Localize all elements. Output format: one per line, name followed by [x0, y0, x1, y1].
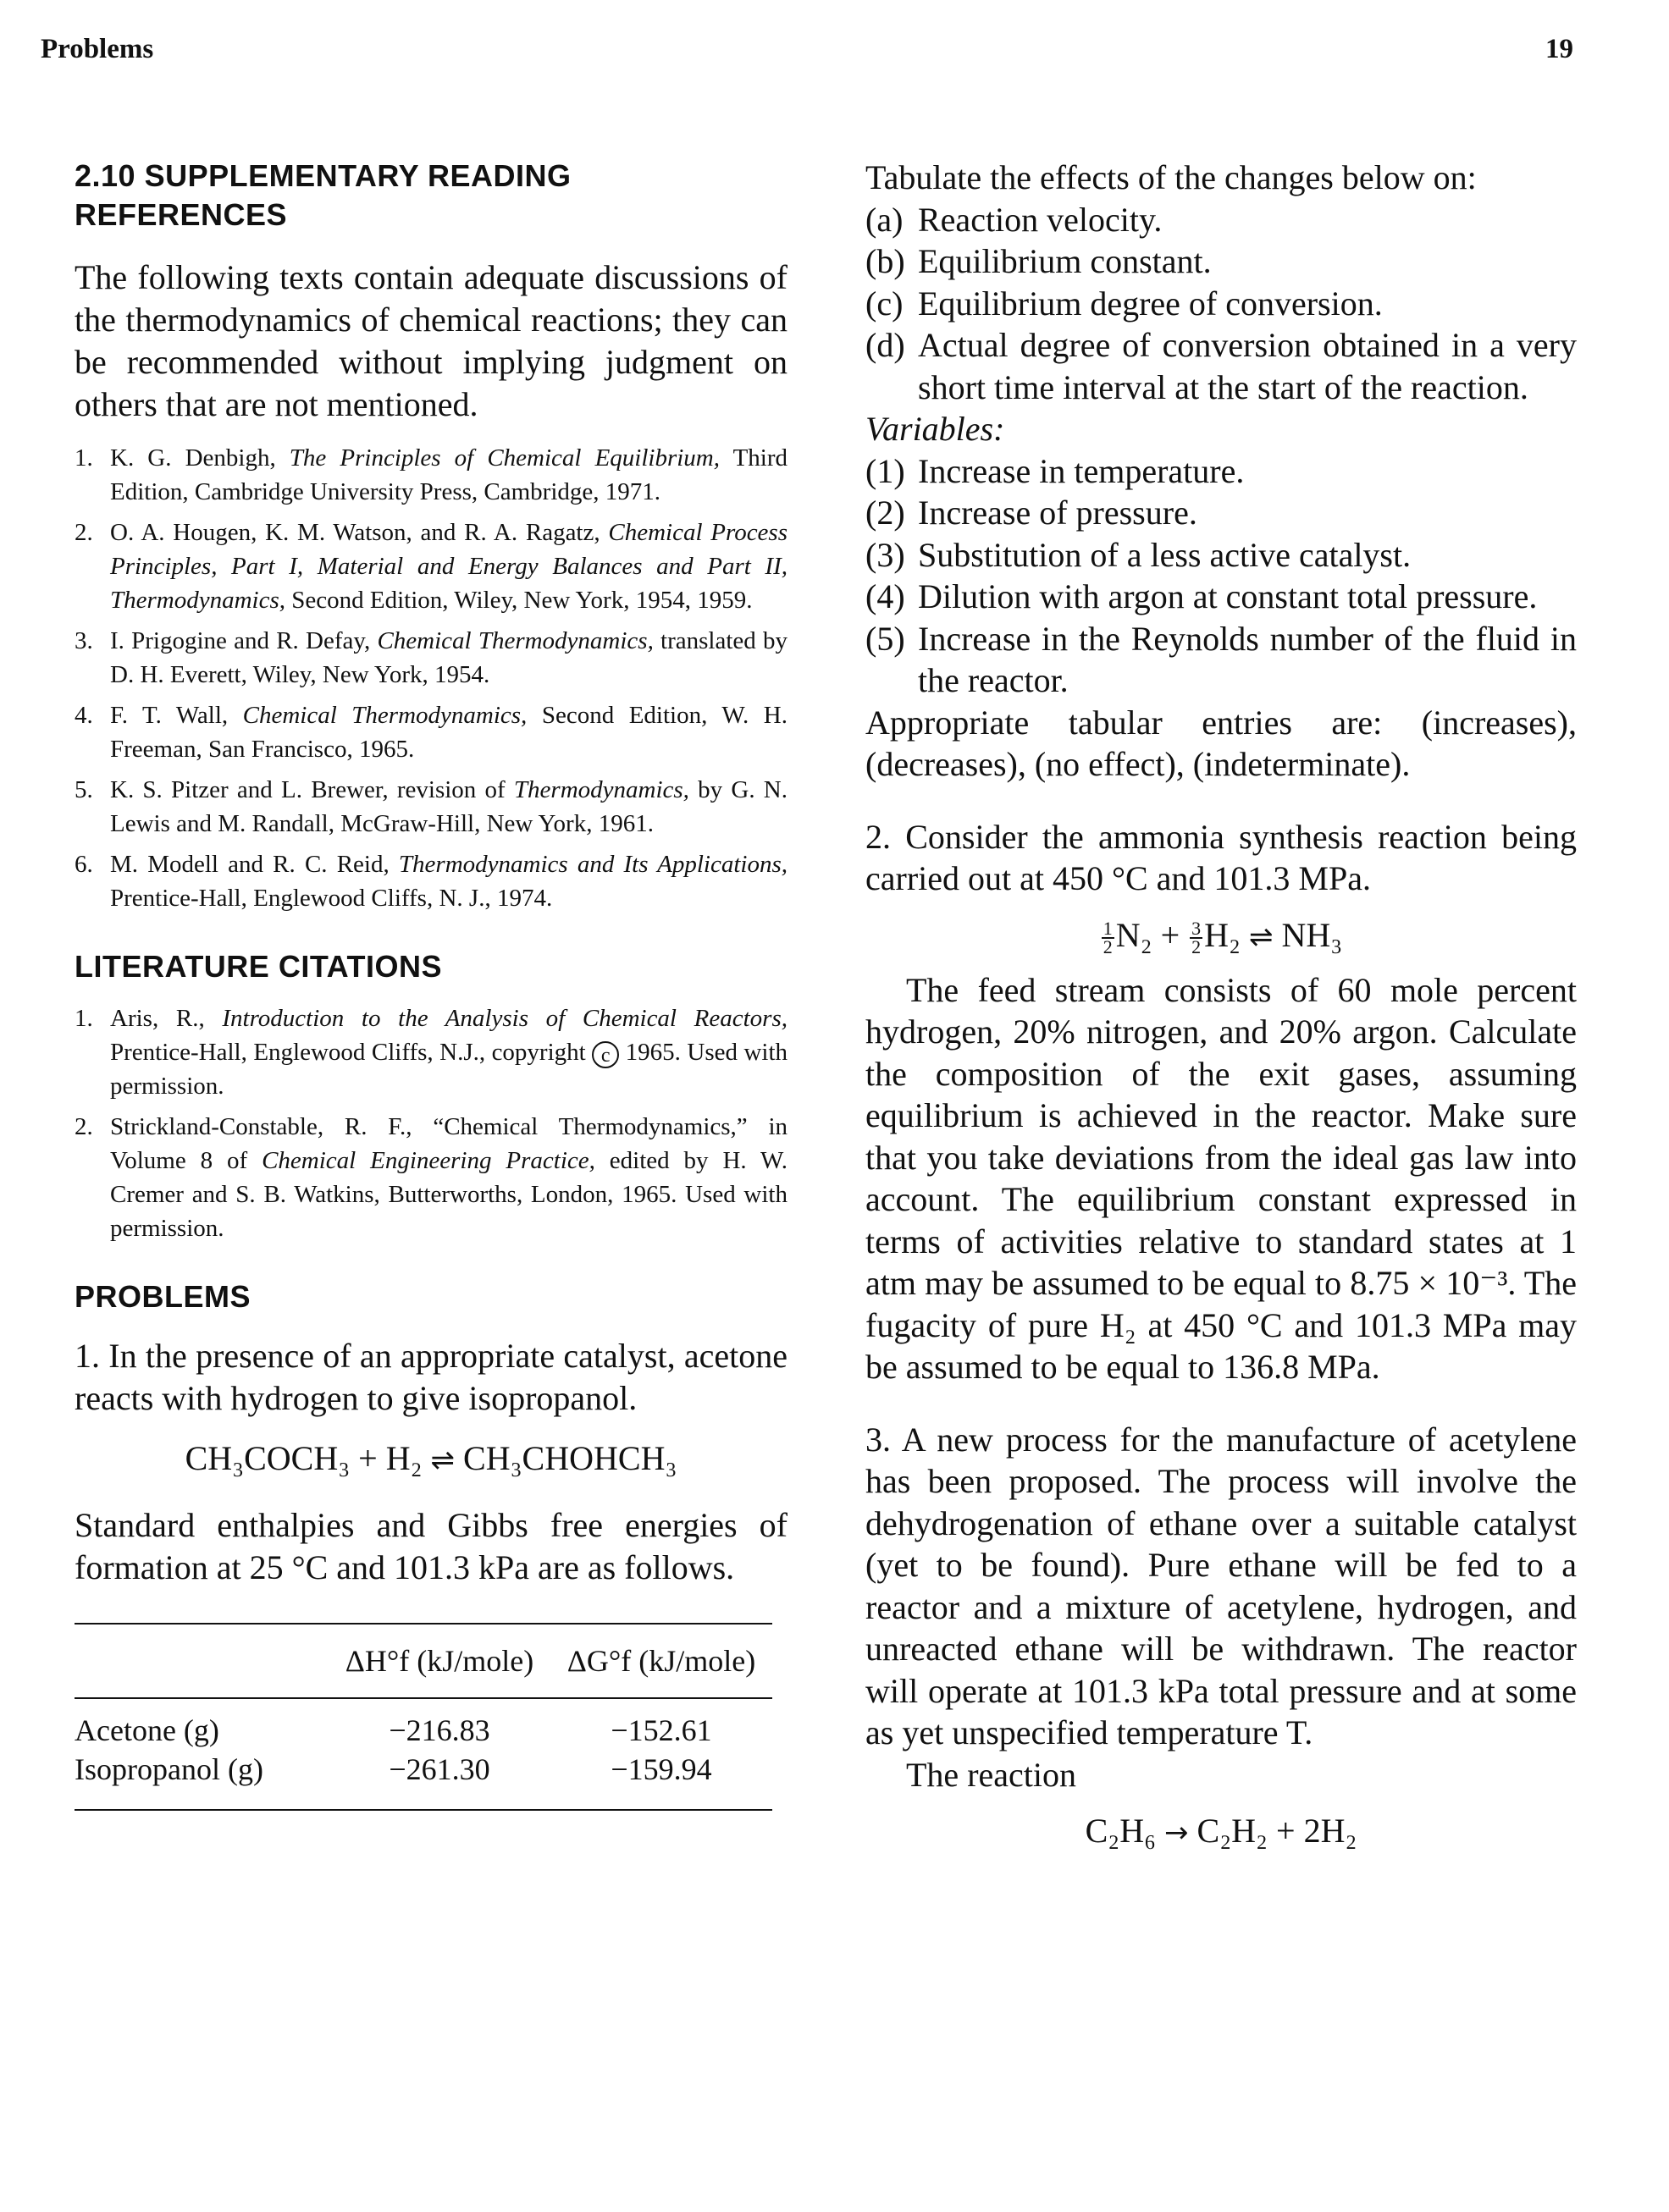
variables-item-text: Increase in the Reynolds number of the fluid in the reactor.	[918, 619, 1577, 699]
table-header-rule	[75, 1697, 772, 1699]
reference-item	[75, 624, 788, 692]
effects-item	[865, 240, 1577, 283]
reference-details: Prentice-Hall, Englewood Cliffs, N. J., 1974.	[110, 885, 553, 912]
problem-2-text: 2. Consider the ammonia synthesis reaction being carried out at 450 °C and 101.3 MPa.	[865, 817, 1577, 897]
citation-authors: Aris, R.,	[110, 1005, 223, 1032]
effects-item-text: Actual degree of conversion obtained in a very short time interval at the start of the reaction.	[918, 326, 1577, 406]
variables-item-label: (3)	[865, 535, 905, 574]
table-header-gibbs: ΔG°f (kJ/mole)	[566, 1644, 756, 1678]
effects-item-label: (c)	[865, 284, 904, 323]
variables-item-text: Dilution with argon at constant total pressure.	[918, 577, 1538, 615]
citation-authors: Strickland-Constable, R. F., “Chemical Thermodynamics,” in Volume 8 of	[110, 1113, 788, 1174]
copyright-icon: c	[592, 1041, 619, 1068]
equation-hydrogen: H₂	[1204, 915, 1241, 954]
equation-ethane: C₂H₆	[1085, 1812, 1157, 1850]
variables-item	[865, 534, 1577, 576]
reference-details: Third Edition, Cambridge University Press, Cambridge, 1971.	[110, 444, 788, 505]
reference-authors: I. Prigogine and R. Defay,	[110, 627, 378, 654]
variables-item	[865, 618, 1577, 702]
problems-heading: PROBLEMS	[75, 1279, 251, 1314]
citation-item	[75, 1001, 788, 1103]
citation-number: 2.	[75, 1113, 93, 1140]
problem-3-equation	[865, 1807, 1577, 1856]
reference-number: 5.	[75, 776, 93, 803]
formation-data-table-body	[75, 1711, 772, 1789]
running-head-title: Problems	[41, 34, 154, 64]
equilibrium-arrow-icon: ⇌	[430, 1443, 456, 1477]
effects-item	[865, 324, 1577, 408]
reference-item	[75, 441, 788, 509]
right-column	[865, 157, 1577, 1856]
reference-title: The Principles of Chemical Equilibrium,	[289, 444, 720, 472]
table-cell-compound: Acetone (g)	[75, 1713, 219, 1747]
table-bottom-rule	[75, 1809, 772, 1811]
tabulate-intro: Tabulate the effects of the changes below on:	[865, 158, 1477, 196]
reference-number: 6.	[75, 851, 93, 878]
table-header-row	[75, 1625, 772, 1697]
supplementary-heading-line2: REFERENCES	[75, 197, 288, 232]
reference-number: 2.	[75, 519, 93, 546]
equation-nitrogen: N₂ +	[1115, 915, 1189, 954]
problem-3-text: 3. A new process for the manufacture of acetylene has been proposed. The process will involve the dehydrogenation of ethane over a suitable catalyst (yet to be found). Pure ethane will be fed to a reactor and a mixture of acetylene, hydrogen, and unreacted ethane will be withdrawn. The reactor will operate at 101.3 kPa total pressure and at some as yet unspecified temperature T.	[865, 1420, 1577, 1751]
reference-details: translated by D. H. Everett, Wiley, New York, 1954.	[110, 627, 788, 688]
table-cell-gibbs: −152.61	[611, 1713, 712, 1747]
left-column	[75, 157, 788, 1811]
variables-item	[865, 492, 1577, 534]
reference-details: Second Edition, Wiley, New York, 1954, 1959.	[285, 587, 753, 614]
variables-item-label: (1)	[865, 451, 905, 490]
variables-item-label: (4)	[865, 577, 905, 615]
effects-item-text: Reaction velocity.	[918, 200, 1163, 239]
effects-item-text: Equilibrium degree of conversion.	[918, 284, 1383, 323]
supplementary-intro: The following texts contain adequate discussions of the thermodynamics of chemical reactions; they can be recommended without implying judgment on others that are not mentioned.	[75, 258, 788, 423]
reference-list	[75, 441, 788, 915]
variables-item-text: Substitution of a less active catalyst.	[918, 535, 1412, 574]
problem-2-body: The feed stream consists of 60 mole percent hydrogen, 20% nitrogen, and 20% argon. Calculate the composition of the exit gases, assuming equilibrium is achieved in the reactor. Make sure that you take deviations from the ideal gas law into account. The equilibrium constant expressed in terms of activities relative to standard states at 1 atm may be assumed to be equal to 8.75 × 10⁻³. The fugacity of pure H₂ at 450 °C and 101.3 MPa may be assumed to be equal to 136.8 MPa.	[865, 970, 1577, 1386]
equilibrium-arrow-icon: ⇌	[1249, 919, 1274, 954]
table-row	[75, 1711, 772, 1750]
effects-item-label: (d)	[865, 326, 905, 364]
reference-title: Chemical Thermodynamics,	[377, 627, 654, 654]
reference-authors: M. Modell and R. C. Reid,	[110, 851, 399, 878]
effects-item-label: (b)	[865, 242, 905, 280]
equation-ammonia: NH₃	[1281, 915, 1343, 954]
problem-1-text-2: Standard enthalpies and Gibbs free energies of formation at 25 °C and 101.3 kPa are as follows.	[75, 1506, 788, 1586]
reference-title: Thermodynamics and Its Applications,	[398, 851, 788, 878]
citation-item	[75, 1110, 788, 1245]
fraction-one-half: $\frac{1}{2}$	[1103, 918, 1113, 958]
citations-heading: LITERATURE CITATIONS	[75, 949, 442, 984]
reaction-arrow-icon: →	[1164, 1816, 1189, 1850]
table-cell-gibbs: −159.94	[611, 1752, 712, 1786]
variables-item-label: (2)	[865, 494, 905, 532]
table-header-enthalpy: ΔH°f (kJ/mole)	[345, 1644, 534, 1678]
citation-number: 1.	[75, 1005, 93, 1032]
table-row	[75, 1750, 772, 1789]
reference-authors: O. A. Hougen, K. M. Watson, and R. A. Ragatz,	[110, 519, 609, 546]
variables-list	[865, 450, 1577, 702]
reference-item	[75, 698, 788, 766]
reference-details: by G. N. Lewis and M. Randall, McGraw-Hill, New York, 1961.	[110, 776, 788, 837]
problem-1-equation	[75, 1435, 788, 1484]
citation-list	[75, 1001, 788, 1245]
reference-item	[75, 847, 788, 915]
problem-2-equation	[865, 912, 1577, 961]
variables-item-label: (5)	[865, 619, 905, 658]
supplementary-heading	[75, 157, 788, 234]
reference-item	[75, 516, 788, 617]
reference-item	[75, 773, 788, 841]
citation-details: edited by H. W. Cremer and S. B. Watkins, Butterworths, London, 1965. Used with permission.	[110, 1147, 788, 1242]
citation-details-end: 1965. Used with permission.	[110, 1039, 788, 1100]
variables-item	[865, 450, 1577, 493]
reference-title: Chemical Thermodynamics,	[242, 702, 528, 729]
reference-authors: K. G. Denbigh,	[110, 444, 290, 472]
reference-number: 3.	[75, 627, 93, 654]
supplementary-heading-line1: 2.10 SUPPLEMENTARY READING	[75, 158, 572, 193]
effects-list	[865, 199, 1577, 409]
reference-authors: F. T. Wall,	[110, 702, 243, 729]
table-cell-enthalpy: −216.83	[389, 1713, 490, 1747]
equation-reactants: CH₃COCH₃ + H₂	[185, 1439, 423, 1477]
reference-number: 1.	[75, 444, 93, 472]
table-cell-enthalpy: −261.30	[389, 1752, 490, 1786]
reference-title: Thermodynamics,	[513, 776, 689, 803]
reference-authors: K. S. Pitzer and L. Brewer, revision of	[110, 776, 514, 803]
tabular-entries-note: Appropriate tabular entries are: (increases), (decreases), (no effect), (indeterminate).	[865, 703, 1577, 783]
reference-title: Chemical Process Principles, Part I, Material and Energy Balances and Part II, Thermodynamics,	[110, 519, 788, 614]
variables-label: Variables:	[865, 410, 1005, 448]
citation-title: Introduction to the Analysis of Chemical Reactors,	[222, 1005, 788, 1032]
equation-products: CH₃CHOHCH₃	[463, 1439, 677, 1477]
citation-details: Prentice-Hall, Englewood Cliffs, N.J., copyright	[110, 1039, 593, 1066]
page-number: 19	[1545, 34, 1573, 64]
fraction-three-halves: $\frac{3}{2}$	[1191, 918, 1202, 958]
reference-number: 4.	[75, 702, 93, 729]
formation-data-table	[75, 1625, 772, 1697]
variables-item	[865, 576, 1577, 618]
effects-item-label: (a)	[865, 200, 904, 239]
effects-item	[865, 199, 1577, 241]
reference-details: Second Edition, W. H. Freeman, San Francisco, 1965.	[110, 702, 788, 763]
table-cell-compound: Isopropanol (g)	[75, 1752, 263, 1786]
variables-item-text: Increase in temperature.	[918, 451, 1245, 490]
equation-products: C₂H₂ + 2H₂	[1196, 1812, 1357, 1850]
problem-1-text: 1. In the presence of an appropriate catalyst, acetone reacts with hydrogen to give isopropanol.	[75, 1337, 788, 1417]
effects-item	[865, 283, 1577, 325]
citation-title: Chemical Engineering Practice,	[262, 1147, 595, 1174]
problem-3-reaction-label: The reaction	[906, 1755, 1076, 1794]
variables-item-text: Increase of pressure.	[918, 494, 1197, 532]
table-header-blank	[75, 1625, 329, 1697]
effects-item-text: Equilibrium constant.	[918, 242, 1212, 280]
